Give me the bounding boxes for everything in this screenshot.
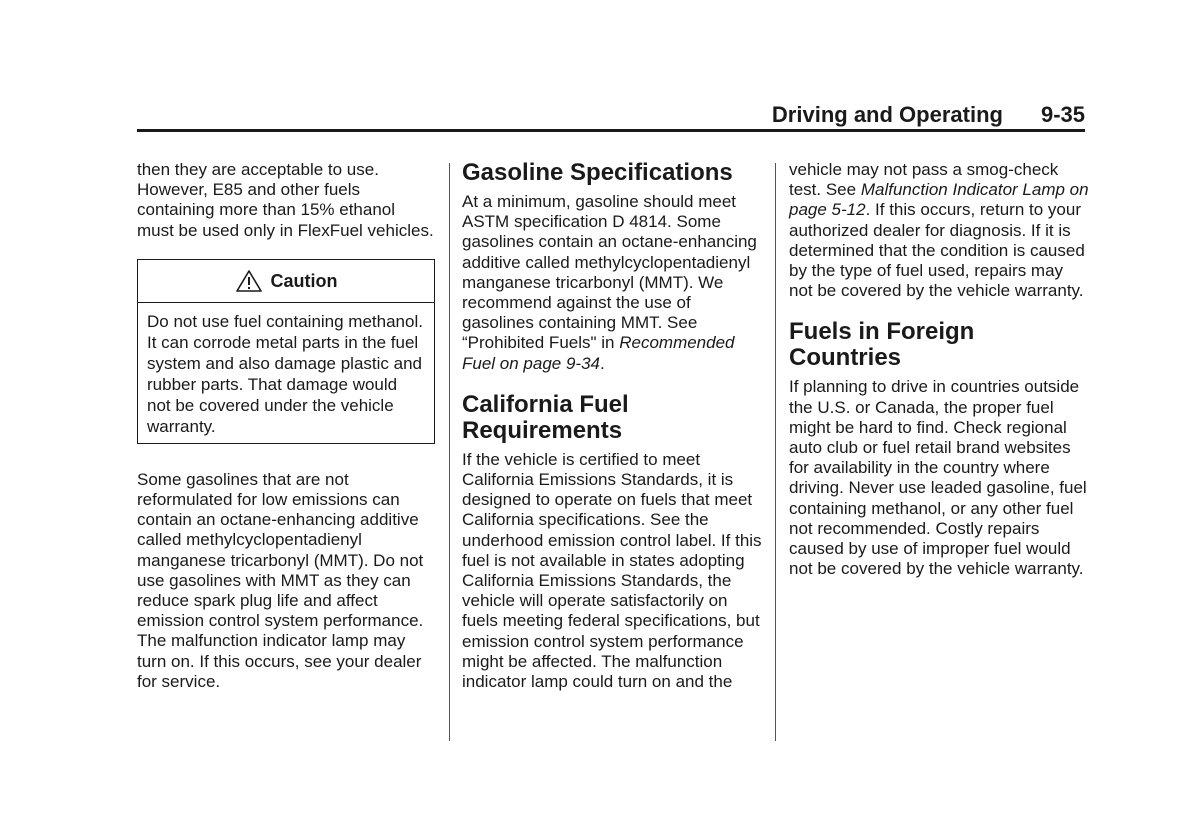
california-fuel-paragraph: If the vehicle is certified to meet California Emissions Standards, it is designed to operate on fuels that meet California specifications. See the underhood emission control label. If this fuel is not available in states adopting California Emissions Standards, the vehicle will operate satisfactorily on fuels meeting federal specifications, but emission control system performance might be affected. The malfunction indicator lamp could turn on and the [462,449,762,692]
recommended-fuel-link[interactable]: Recommended Fuel on page 9-34 [462,333,735,373]
warning-triangle-icon [235,269,263,293]
caution-box [137,259,435,444]
california-fuel-heading: California Fuel Requirements [462,390,629,444]
section-title: Driving and Operating [771,102,1003,127]
page-number: 9-35 [1040,102,1085,127]
column-divider [775,163,776,741]
gasoline-end: . [600,353,605,373]
caution-body: Do not use fuel containing methanol. It can corrode metal parts in the fuel system and also damage plastic and rubber parts. That damage would not be covered under the vehicle warranty. [147,311,423,436]
column-right [789,160,1089,579]
column-left [137,160,435,692]
intro-paragraph: then they are acceptable to use. However, E85 and other fuels containing more than 15% ethanol must be used only in FlexFuel vehicles. [137,160,434,240]
foreign-fuels-paragraph: If planning to drive in countries outside the U.S. or Canada, the proper fuel might be hard to find. Check regional auto club or fuel retail brand websites for availability in the country where driving. Never use leaded gasoline, fuel containing methanol, or any other fuel not recommended. Costly repairs caused by use of improper fuel would not be covered by the vehicle warranty. [789,377,1087,579]
header-rule [137,129,1085,132]
gasoline-specifications-paragraph [462,192,762,374]
caution-title: Caution [270,270,338,291]
continuation-text: vehicle may not pass a smog-check test. See [789,160,1059,200]
column-divider [449,163,450,741]
gasoline-specifications-heading: Gasoline Specifications [462,159,733,186]
foreign-fuels-heading: Fuels in Foreign Countries [789,318,975,372]
continuation-paragraph [789,160,1089,301]
malfunction-indicator-link[interactable]: Malfunction Indicator Lamp on page 5-12 [789,180,1089,220]
continuation-end: . If this occurs, return to your authorized dealer for diagnosis. If it is determined that the condition is caused by the type of fuel used, repairs may not be covered by the vehicle warranty. [789,200,1085,301]
page-header [137,98,1085,132]
gasoline-text: At a minimum, gasoline should meet ASTM specification D 4814. Some gasolines contain an octane-enhancing additive called methylcyclopentadienyl manganese tricarbonyl (MMT). We recommend against the use of gasolines containing MMT. See “Prohibited Fuels" in [462,192,757,353]
caution-header [138,260,434,303]
mmt-paragraph: Some gasolines that are not reformulated for low emissions can contain an octane-enhancing additive called methylcyclopentadienyl manganese tricarbonyl (MMT). Do not use gasolines with MMT as they can reduce spark plug life and affect emission control system performance. The malfunction indicator lamp may turn on. If this occurs, see your dealer for service. [137,469,424,691]
column-middle [462,160,762,692]
